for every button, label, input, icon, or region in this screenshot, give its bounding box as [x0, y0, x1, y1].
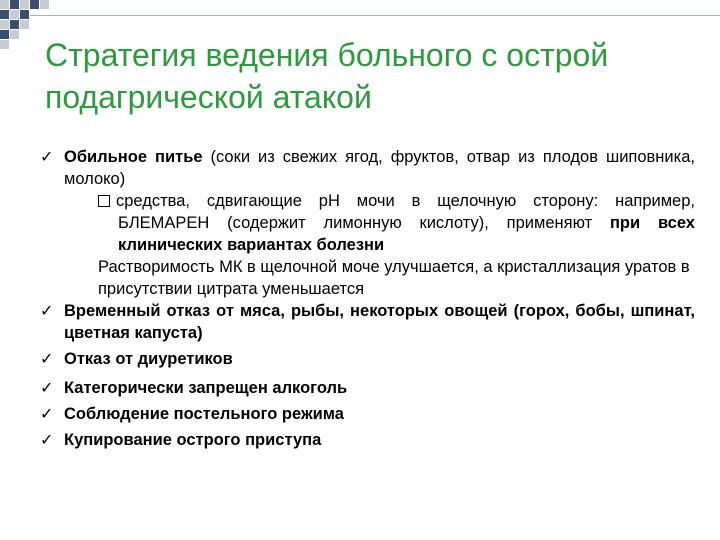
mosaic-square	[0, 0, 9, 9]
mosaic-square	[20, 0, 29, 9]
bullet-list	[40, 146, 695, 451]
square-bullet-icon	[98, 195, 110, 207]
mosaic-square	[10, 10, 19, 19]
list-item-attack	[40, 429, 695, 451]
mosaic-square	[30, 0, 39, 9]
mosaic-square	[20, 10, 29, 19]
item-bold-text: при всех клинических вариантах болезни	[118, 214, 695, 254]
list-item-alcohol	[40, 377, 695, 399]
mosaic-square	[40, 0, 49, 9]
check-icon: ✓	[40, 147, 54, 166]
mosaic-square	[0, 30, 9, 39]
list-item-diuretics	[40, 348, 695, 370]
item-bold-text: Категорически запрещен алкоголь	[64, 379, 348, 397]
check-icon: ✓	[40, 404, 54, 423]
mosaic-square	[0, 10, 9, 19]
item-bold-text: Отказ от диуретиков	[64, 350, 233, 368]
list-item-meat	[40, 300, 695, 344]
mosaic-square	[0, 20, 9, 29]
item-bold-text: Соблюдение постельного режима	[64, 405, 344, 423]
item-text: Растворимость МК в щелочной моче улучшается, а кристаллизация уратов в присутствии цитрата уменьшается	[98, 258, 690, 298]
header-divider	[30, 15, 720, 16]
item-bold-text: Обильное питье	[64, 148, 203, 166]
item-text: (соки из свежих ягод, фруктов, отвар из плодов шиповника, молоко)	[64, 148, 695, 188]
slide-title: Стратегия ведения больного с острой подагрической атакой	[45, 37, 609, 115]
check-icon: ✓	[40, 349, 54, 368]
item-bold-text: Купирование острого приступа	[64, 431, 322, 449]
item-bold-text: Временный отказ от мяса, рыбы, некоторых овощей (горох, бобы, шпинат, цветная капуста)	[64, 302, 695, 342]
item-text: средства, сдвигающие рН мочи в щелочную сторону: например, БЛЕМАРЕН (содержит лимонную кислоту), применяют	[116, 192, 695, 232]
mosaic-square	[20, 20, 29, 29]
check-icon: ✓	[40, 430, 54, 449]
check-icon: ✓	[40, 378, 54, 397]
list-item-bedrest	[40, 403, 695, 425]
mosaic-square	[10, 20, 19, 29]
sub-item-solubility	[40, 256, 695, 300]
check-icon: ✓	[40, 301, 54, 320]
mosaic-square	[10, 0, 19, 9]
mosaic-square	[0, 40, 9, 49]
mosaic-square	[10, 30, 19, 39]
list-item-drink	[40, 146, 695, 190]
sub-item-alkalizing-agents	[40, 190, 695, 256]
